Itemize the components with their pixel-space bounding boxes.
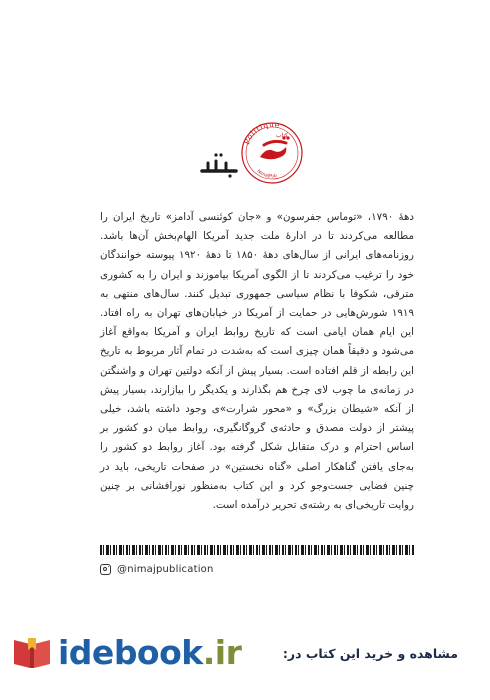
store-caption: مشاهده و خرید این کتاب در: [282,646,458,661]
store-watermark[interactable] [0,628,490,688]
instagram-icon [100,564,111,575]
barcode-strip [100,545,414,555]
store-brand-tld: .ir [202,633,242,672]
social-handle-row[interactable] [100,560,214,578]
book-description: دههٔ ۱۷۹۰، «توماس جفرسون» و «جان کوئنسی آدامز» تاریخ ایران را مطالعه می‌کردند تا در ادارهٔ ملت جدید آمریکا الهام‌بخش آن‌ها باشد. روزنامه‌های ایرانی از سال‌های دههٔ ۱۸۵۰ تا دههٔ ۱۹۲۰ پیوسته خوانندگان خود را ترغیب می‌کردند تا از الگوی آمریکا بیاموزند و ایران را به کشوری مترقی، شکوفا با نظام سیاسی جمهوری تبدیل کنند. سال‌های منتهی به ۱۹۱۹ شورش‌هایی در حمایت از آمریکا در خیابان‌های تهران به راه افتاد. این ایام همان ایامی است که تاریخ روابط ایران و آمریکا به‌واقع آغاز می‌شود و دقیقاً همان چیزی است که به‌شدت در تمام آثار مربوط به تاریخ این رابطه از قلم افتاده است. بسیار پیش از آنکه دولتین تهران و واشنگتن در زمانه‌ی ما چوب لای چرخ هم بگذارند و یکدیگر را بیازارند، بسیار پیش از آنکه «شیطان بزرگ» و «محور شرارت»ی وجود داشته باشد، خیلی پیشتر از دولت مصدق و حادثه‌ی گروگانگیری، روابط میان دو کشور بر اساس احترام و درک متقابل شکل گرفته بود. آغاز روابط دو کشور را به‌جای یافتن گناهکار اصلی «گناه نخستین» در صفحات تاریخی، باید در چنین فضایی جست‌وجو کرد و این کتاب به‌منظور نورافشانی بر چنین روایت تاریخی‌ای به رشته‌ی تحریر درآمده است. [100,211,415,512]
svg-text:Politique: Politique [242,119,281,146]
store-brand-main: idebook [58,633,203,672]
svg-text:کتاب: کتاب [275,132,288,139]
logo-graphic [200,105,330,205]
book-icon [10,634,54,672]
publisher-logo [200,105,330,205]
instagram-handle[interactable]: @nimajpublication [117,563,214,575]
store-brand[interactable] [58,633,241,673]
svg-text:NimaJPub: NimaJPub [255,169,278,180]
